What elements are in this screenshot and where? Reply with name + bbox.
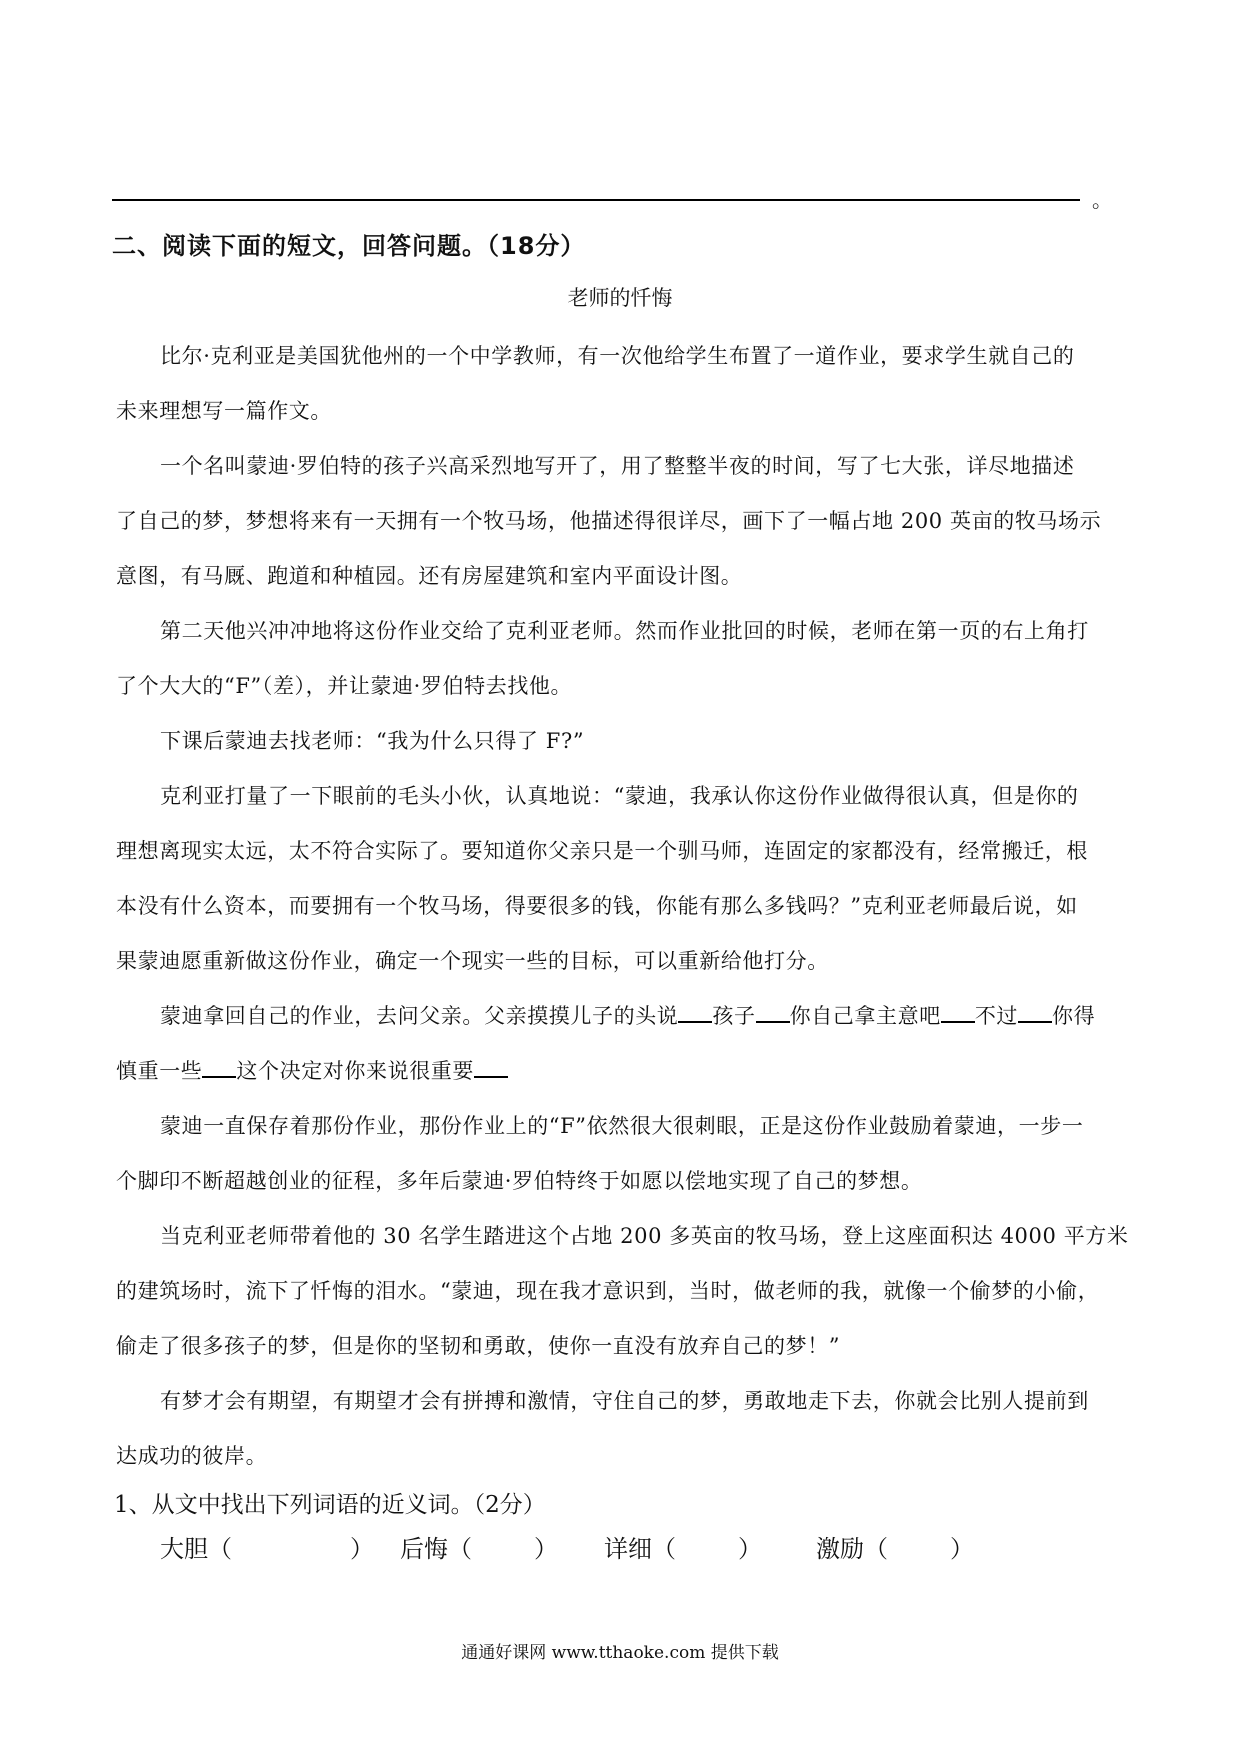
punctuation-exercise-line-1 <box>160 1000 1095 1030</box>
synonym-item <box>400 1529 558 1564</box>
exercise-text: 不过 <box>974 1004 1019 1028</box>
synonym-word: 大胆（ <box>160 1535 232 1563</box>
paragraph-line: 本没有什么资本，而要拥有一个牧马场，得要很多的钱，你能有那么多钱吗？”克利亚老师最后说，如 <box>116 894 1078 918</box>
paragraph-line: 未来理想写一篇作文。 <box>116 399 332 423</box>
close-paren: ） <box>350 1535 374 1563</box>
paragraph-line: 了个大大的“F”（差），并让蒙迪·罗伯特去找他。 <box>116 674 573 698</box>
close-paren: ） <box>950 1535 974 1563</box>
paragraph-line: 当克利亚老师带着他的 30 名学生踏进这个占地 200 多英亩的牧马场，登上这座面积达 4000 平方米 <box>160 1224 1129 1248</box>
paragraph-line: 蒙迪一直保存着那份作业，那份作业上的“F”依然很大很刺眼，正是这份作业鼓励着蒙迪，一步一 <box>160 1114 1084 1138</box>
close-paren: ） <box>534 1535 558 1563</box>
punctuation-blank[interactable] <box>941 1001 975 1023</box>
punctuation-blank[interactable] <box>1018 1001 1052 1023</box>
synonym-word: 激励（ <box>816 1535 888 1563</box>
section-title: 二、阅读下面的短文，回答问题。（18分） <box>112 232 586 260</box>
paragraph-line: 理想离现实太远，太不符合实际了。要知道你父亲只是一个驯马师，连固定的家都没有，经常搬迁，根 <box>116 839 1088 863</box>
paragraph-line: 一个名叫蒙迪·罗伯特的孩子兴高采烈地写开了，用了整整半夜的时间，写了七大张，详尽地描述 <box>160 454 1075 478</box>
exercise-text: 慎重一些 <box>116 1059 203 1083</box>
punctuation-exercise-line-2 <box>116 1055 508 1085</box>
paragraph-line: 有梦才会有期望，有期望才会有拼搏和激情，守住自己的梦，勇敢地走下去，你就会比别人提前到 <box>160 1389 1089 1413</box>
synonym-item <box>160 1529 374 1564</box>
paragraph-line: 了自己的梦，梦想将来有一天拥有一个牧马场，他描述得很详尽，画下了一幅占地 200 英亩的牧马场示 <box>116 509 1102 533</box>
paragraph-line: 克利亚打量了一下眼前的毛头小伙，认真地说：“蒙迪，我承认你这份作业做得很认真，但是你的 <box>160 784 1079 808</box>
paragraph-line: 下课后蒙迪去找老师：“我为什么只得了 F?” <box>160 729 585 753</box>
punctuation-blank[interactable] <box>678 1001 712 1023</box>
exercise-text: 你自己拿主意吧 <box>789 1004 941 1028</box>
close-paren: ） <box>738 1535 762 1563</box>
punctuation-blank[interactable] <box>202 1056 236 1078</box>
punctuation-blank[interactable] <box>756 1001 790 1023</box>
period-mark: 。 <box>1092 188 1112 212</box>
synonym-word: 后悔（ <box>400 1535 472 1563</box>
paragraph-line: 第二天他兴冲冲地将这份作业交给了克利亚老师。然而作业批回的时候，老师在第一页的右上角打 <box>160 619 1089 643</box>
article-title: 老师的忏悔 <box>567 286 673 310</box>
paragraph-line: 意图，有马厩、跑道和种植园。还有房屋建筑和室内平面设计图。 <box>116 564 743 588</box>
question-1: 1、从文中找出下列词语的近义词。（2分） <box>114 1492 546 1518</box>
answer-line <box>112 199 1080 201</box>
punctuation-blank[interactable] <box>474 1056 508 1078</box>
paragraph-line: 果蒙迪愿重新做这份作业，确定一个现实一些的目标，可以重新给他打分。 <box>116 949 829 973</box>
paragraph-line: 的建筑场时，流下了忏悔的泪水。“蒙迪，现在我才意识到，当时，做老师的我，就像一个偷梦的小偷， <box>116 1279 1100 1303</box>
footer-source: 通通好课网 www.tthaoke.com 提供下载 <box>461 1643 779 1663</box>
synonym-item <box>604 1529 762 1564</box>
exercise-text: 这个决定对你来说很重要 <box>236 1059 475 1083</box>
exercise-text: 孩子 <box>712 1004 756 1028</box>
paragraph-line: 偷走了很多孩子的梦，但是你的坚韧和勇敢，使你一直没有放弃自己的梦！” <box>116 1334 841 1358</box>
paragraph-line: 达成功的彼岸。 <box>116 1444 268 1468</box>
exercise-text: 你得 <box>1052 1004 1096 1028</box>
synonym-word: 详细（ <box>604 1535 676 1563</box>
synonym-item <box>816 1529 974 1564</box>
exercise-text: 蒙迪拿回自己的作业，去问父亲。父亲摸摸儿子的头说 <box>160 1004 679 1028</box>
paragraph-line: 个脚印不断超越创业的征程，多年后蒙迪·罗伯特终于如愿以偿地实现了自己的梦想。 <box>116 1169 923 1193</box>
paragraph-line: 比尔·克利亚是美国犹他州的一个中学教师，有一次他给学生布置了一道作业，要求学生就自己的 <box>160 344 1075 368</box>
